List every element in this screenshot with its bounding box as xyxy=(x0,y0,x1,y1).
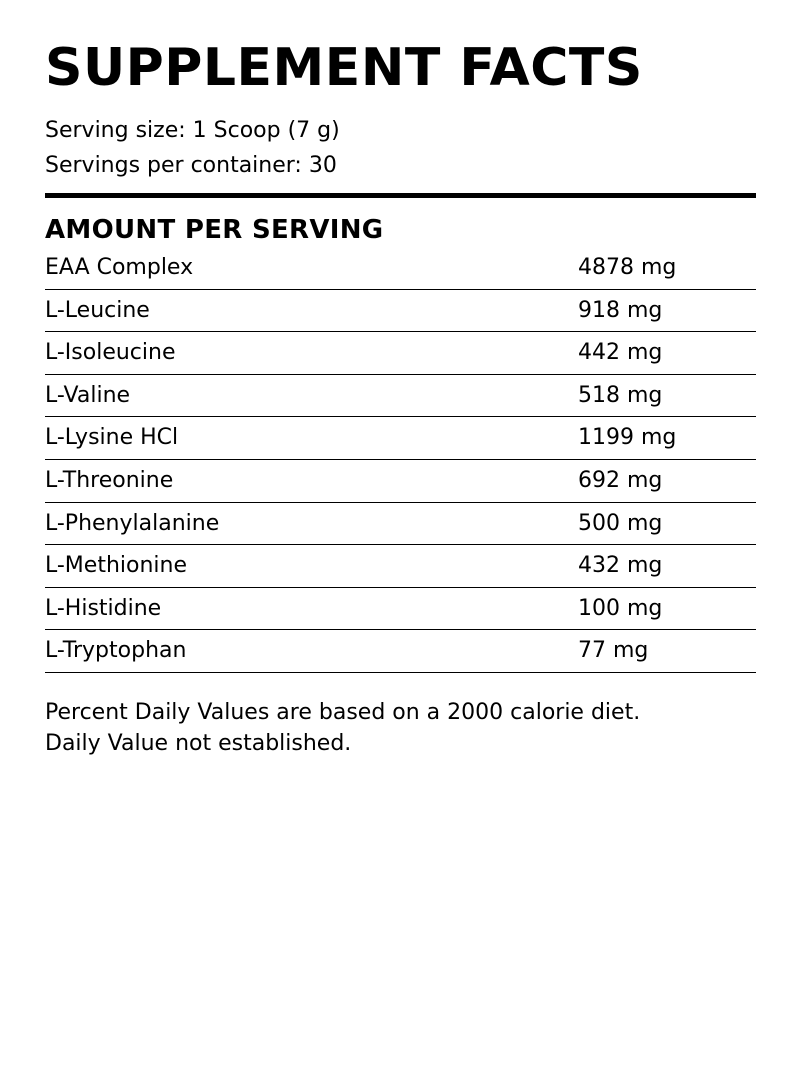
ingredient-amount: 500 mg xyxy=(578,510,663,536)
footnote-not-established: Daily Value not established. xyxy=(45,731,352,756)
table-row xyxy=(45,503,756,546)
ingredient-name: EAA Complex xyxy=(45,255,194,280)
ingredient-name: L-Phenylalanine xyxy=(45,510,220,536)
ingredient-name: L-Histidine xyxy=(45,595,162,621)
table-row xyxy=(45,417,756,460)
table-row xyxy=(45,588,756,631)
ingredient-amount: 442 mg xyxy=(578,340,663,366)
ingredient-amount: 432 mg xyxy=(578,553,663,579)
table-row xyxy=(45,630,756,673)
ingredient-name: L-Leucine xyxy=(45,297,150,323)
table-row xyxy=(45,375,756,418)
table-row xyxy=(45,460,756,503)
ingredient-name: L-Methionine xyxy=(45,553,188,579)
footnote xyxy=(45,697,640,759)
table-row xyxy=(45,332,756,375)
ingredient-amount: 918 mg xyxy=(578,297,663,323)
header-divider xyxy=(45,193,756,198)
serving-size: Serving size: 1 Scoop (7 g) xyxy=(45,118,340,143)
panel-title: SUPPLEMENT FACTS xyxy=(45,38,643,98)
ingredient-name: L-Valine xyxy=(45,382,131,408)
ingredient-amount: 692 mg xyxy=(578,467,663,493)
ingredient-name: L-Threonine xyxy=(45,467,174,493)
ingredient-name: L-Lysine HCl xyxy=(45,425,179,451)
ingredient-name: L-Isoleucine xyxy=(45,340,176,366)
ingredient-name: L-Tryptophan xyxy=(45,638,187,664)
ingredient-amount: 77 mg xyxy=(578,638,649,664)
table-row xyxy=(45,290,756,333)
table-row xyxy=(45,545,756,588)
servings-per-container: Servings per container: 30 xyxy=(45,153,337,178)
ingredient-amount: 518 mg xyxy=(578,382,663,408)
ingredient-table xyxy=(45,247,756,673)
footnote-daily-values: Percent Daily Values are based on a 2000 calorie diet. xyxy=(45,700,641,725)
ingredient-amount: 4878 mg xyxy=(578,255,677,280)
table-row xyxy=(45,247,756,290)
ingredient-amount: 100 mg xyxy=(578,595,663,621)
ingredient-amount: 1199 mg xyxy=(578,425,677,451)
amount-per-serving-heading: AMOUNT PER SERVING xyxy=(45,215,384,245)
